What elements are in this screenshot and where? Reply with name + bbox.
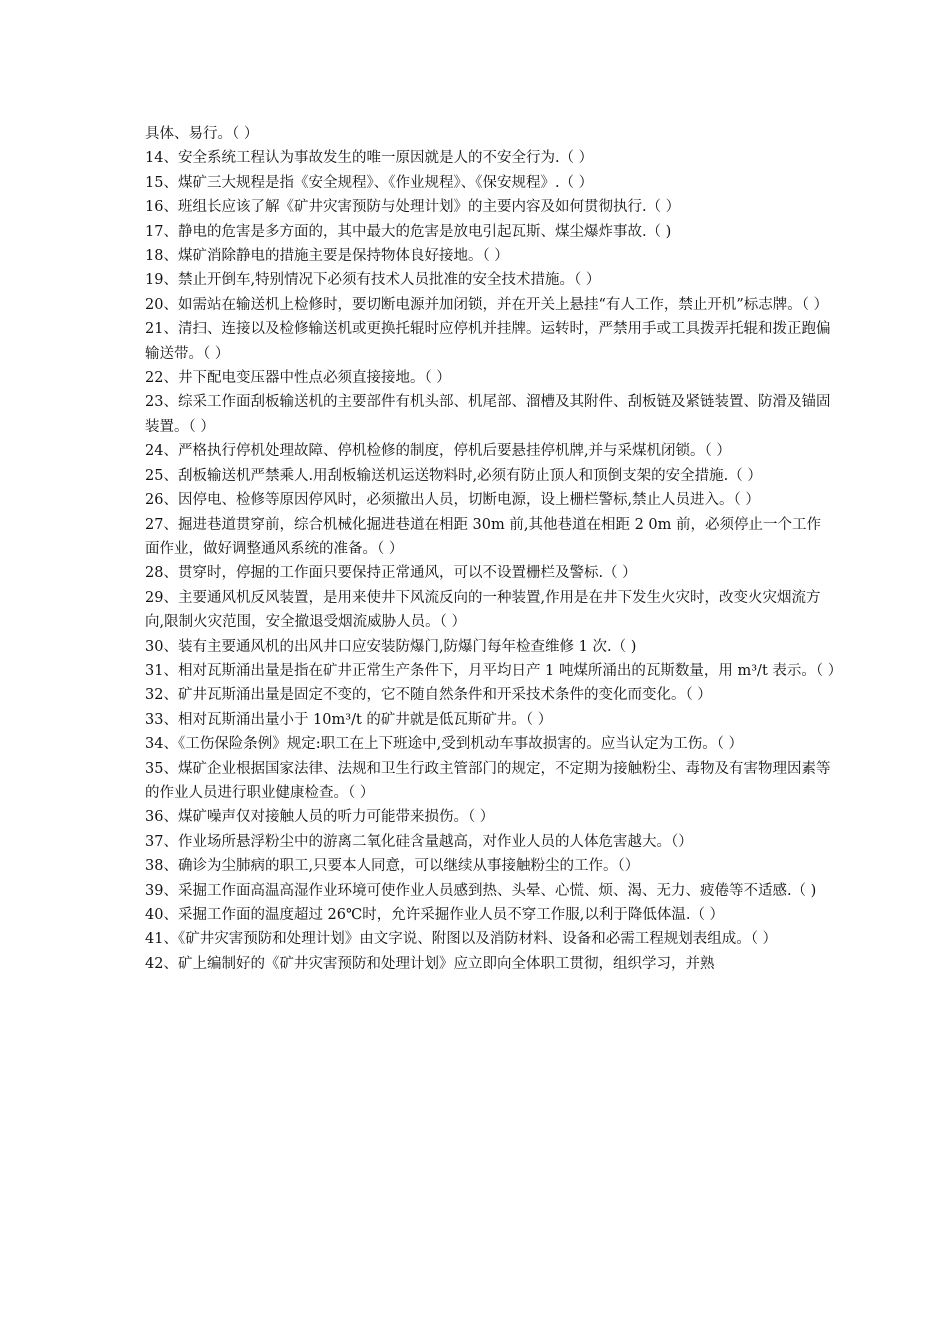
question-item: 33、相对瓦斯涌出量小于 10m³/t 的矿井就是低瓦斯矿井。（ ） xyxy=(145,711,553,728)
question-item: 29、主要通风机反风装置，是用来使井下风流反向的一种装置,作用是在井下发生火灾时，改变火灾烟流方向,限制火灾范围，安全撤退受烟流威胁人员。（ ） xyxy=(145,589,821,631)
document-page xyxy=(145,122,843,976)
question-item: 19、禁止开倒车,特别情况下必须有技术人员批准的安全技术措施。（ ） xyxy=(145,272,601,289)
question-item: 20、如需站在输送机上检修时，要切断电源并加闭锁，并在开关上悬挂“有人工作，禁止开机”标志牌。（ ） xyxy=(145,296,829,313)
question-item: 40、采掘工作面的温度超过 26℃时，允许采掘作业人员不穿工作服,以利于降低体温.（ ） xyxy=(145,907,725,923)
question-item: 18、煤矿消除静电的措施主要是保持物体良好接地。（ ） xyxy=(145,248,509,265)
question-item: 26、因停电、检修等原因停风时，必须撤出人员，切断电源，设上栅栏警标,禁止人员进入。（ ） xyxy=(145,492,760,509)
question-item: 15、煤矿三大规程是指《安全规程》、《作业规程》、《保安规程》.（ ） xyxy=(145,174,594,191)
question-item: 30、装有主要通风机的出风井口应安装防爆门,防爆门每年检查维修 1 次.（ ) xyxy=(145,638,637,655)
question-item: 24、严格执行停机处理故障、停机检修的制度，停机后要悬挂停机牌,并与采煤机闭锁。（ ） xyxy=(145,443,731,460)
question-item: 32、矿井瓦斯涌出量是固定不变的，它不随自然条件和开采技术条件的变化而变化。（ ） xyxy=(145,687,712,704)
question-item: 21、清扫、连接以及检修输送机或更换托辊时应停机并挂牌。运转时，严禁用手或工具拨弄托辊和拨正跑偏输送带。（ ） xyxy=(145,321,831,362)
question-item: 38、确诊为尘肺病的职工,只要本人同意，可以继续从事接触粉尘的工作。（） xyxy=(145,858,640,875)
question-item: 17、静电的危害是多方面的，其中最大的危害是放电引起瓦斯、煤尘爆炸事故.（ ) xyxy=(145,223,672,240)
question-item: 36、煤矿噪声仅对接触人员的听力可能带来损伤。（ ） xyxy=(145,809,495,826)
question-item: 35、煤矿企业根据国家法律、法规和卫生行政主管部门的规定，不定期为接触粉尘、毒物及有害物理因素等的作业人员进行职业健康检查。（ ） xyxy=(145,760,831,801)
question-item: 28、贯穿时，停掘的工作面只要保持正常通风，可以不设置栅栏及警标.（ ） xyxy=(145,565,637,582)
question-item: 34、《工伤保险条例》规定:职工在上下班途中,受到机动车事故损害的。应当认定为工伤。（ ） xyxy=(145,736,744,753)
question-item: 31、相对瓦斯涌出量是指在矿井正常生产条件下，月平均日产 1 吨煤所涌出的瓦斯数量，用 m³/t 表示。（ ） xyxy=(145,662,843,679)
question-item: 42、矿上编制好的《矿井灾害预防和处理计划》应立即向全体职工贯彻，组织学习，并熟 xyxy=(145,955,715,972)
question-item: 39、采掘工作面高温高湿作业环境可使作业人员感到热、头晕、心慌、烦、渴、无力、疲倦等不适感.（ ) xyxy=(145,882,817,899)
question-item: 25、刮板输送机严禁乘人.用刮板输送机运送物料时,必须有防止顶人和顶倒支架的安全措施.（ ） xyxy=(145,467,762,484)
question-item: 27、掘进巷道贯穿前，综合机械化掘进巷道在相距 30m 前,其他巷道在相距 2 0m 前，必须停止一个工作面作业，做好调整通风系统的准备。（ ） xyxy=(145,516,822,557)
question-item: 22、井下配电变压器中性点必须直接接地。（ ） xyxy=(145,370,451,387)
question-item: 具体、易行。（ ） xyxy=(145,126,259,142)
question-item: 23、综采工作面刮板输送机的主要部件有机头部、机尾部、溜槽及其附件、刮板链及紧链装置、防滑及锚固装置。（ ） xyxy=(145,394,831,435)
question-item: 16、班组长应该了解《矿井灾害预防与处理计划》的主要内容及如何贯彻执行.（ ） xyxy=(145,199,681,216)
question-item: 14、安全系统工程认为事故发生的唯一原因就是人的不安全行为.（ ） xyxy=(145,150,594,167)
question-item: 41、《矿井灾害预防和处理计划》由文字说、附图以及消防材料、设备和必需工程规划表组成。（ ） xyxy=(145,931,778,948)
question-item: 37、作业场所悬浮粉尘中的游离二氧化硅含量越高，对作业人员的人体危害越大。（） xyxy=(145,833,693,850)
